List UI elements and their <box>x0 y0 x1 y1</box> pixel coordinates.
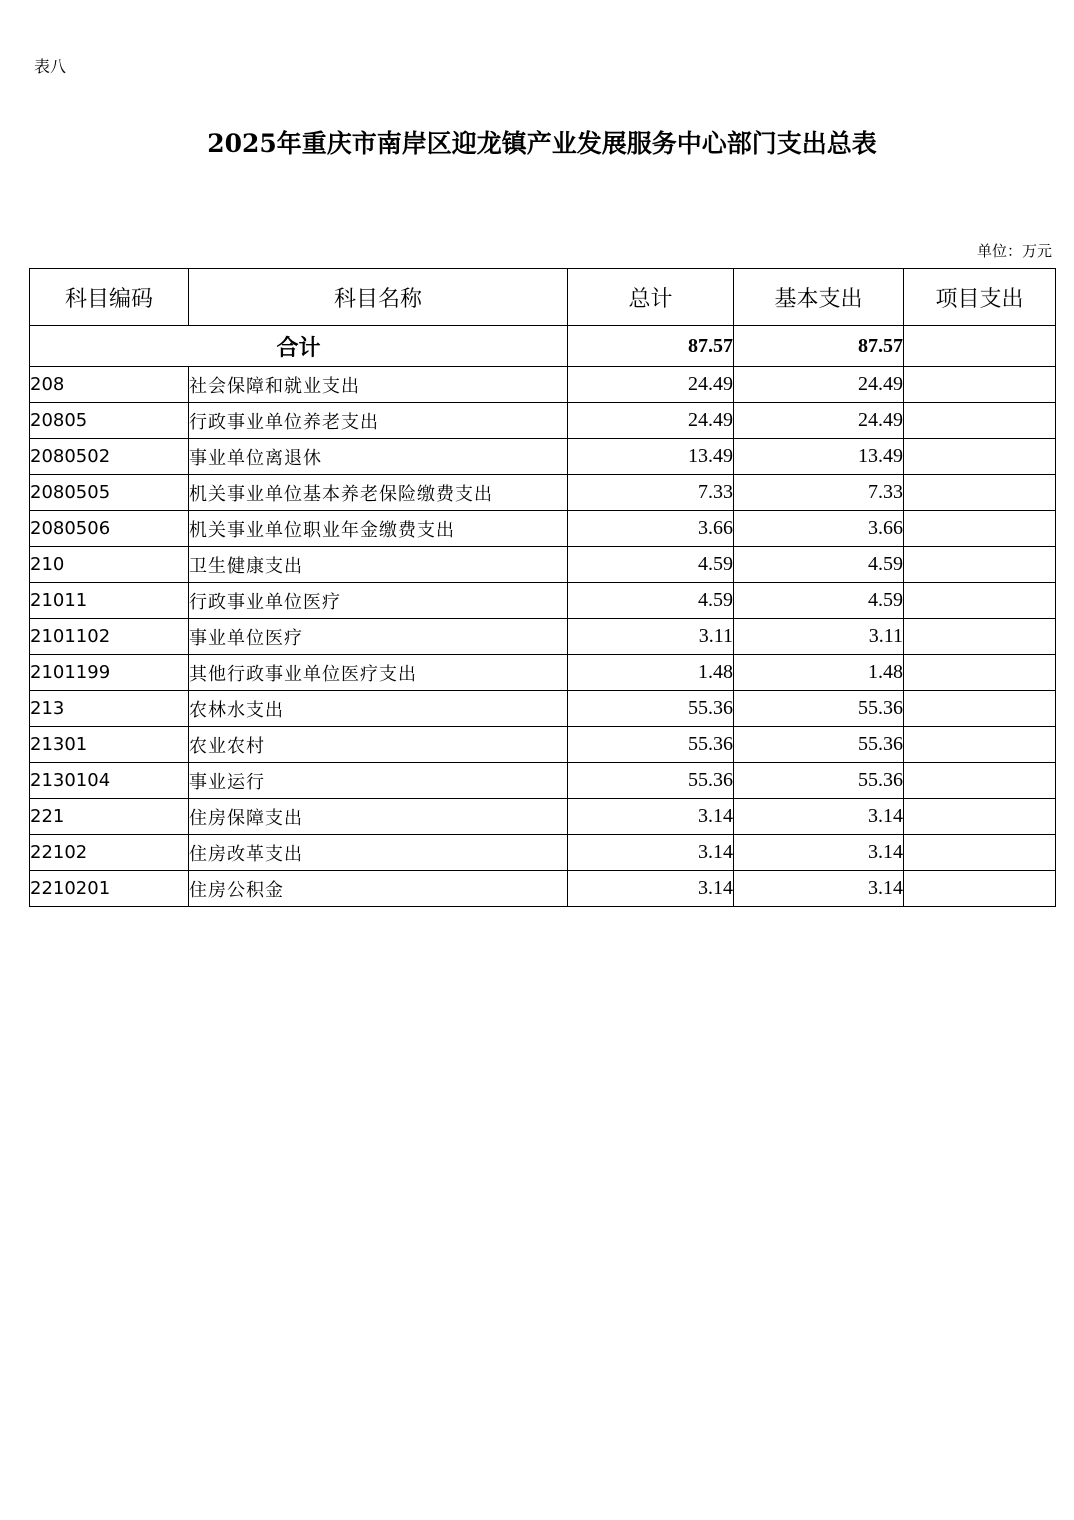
cell-basic: 55.36 <box>734 691 904 727</box>
cell-basic: 1.48 <box>734 655 904 691</box>
cell-name: 社会保障和就业支出 <box>189 367 568 403</box>
cell-total: 55.36 <box>568 691 734 727</box>
cell-project <box>904 511 1056 547</box>
cell-code: 2210201 <box>30 871 189 907</box>
cell-name: 住房改革支出 <box>189 835 568 871</box>
cell-total: 13.49 <box>568 439 734 475</box>
total-basic-value: 87.57 <box>734 326 904 367</box>
cell-name: 住房公积金 <box>189 871 568 907</box>
cell-code: 2130104 <box>30 763 189 799</box>
table-row <box>30 403 1056 439</box>
cell-total: 3.14 <box>568 871 734 907</box>
cell-project <box>904 547 1056 583</box>
cell-total: 4.59 <box>568 583 734 619</box>
table-row <box>30 835 1056 871</box>
cell-total: 24.49 <box>568 403 734 439</box>
cell-name: 事业单位离退休 <box>189 439 568 475</box>
table-row <box>30 367 1056 403</box>
cell-total: 55.36 <box>568 727 734 763</box>
cell-project <box>904 691 1056 727</box>
table-body <box>30 326 1056 907</box>
cell-basic: 13.49 <box>734 439 904 475</box>
cell-project <box>904 367 1056 403</box>
cell-basic: 3.14 <box>734 835 904 871</box>
cell-basic: 7.33 <box>734 475 904 511</box>
cell-code: 221 <box>30 799 189 835</box>
cell-project <box>904 871 1056 907</box>
cell-total: 3.14 <box>568 835 734 871</box>
header-name: 科目名称 <box>189 269 568 326</box>
header-code: 科目编码 <box>30 269 189 326</box>
cell-basic: 55.36 <box>734 763 904 799</box>
cell-name: 事业运行 <box>189 763 568 799</box>
cell-project <box>904 835 1056 871</box>
cell-project <box>904 655 1056 691</box>
table-row <box>30 511 1056 547</box>
cell-code: 2080506 <box>30 511 189 547</box>
table-row <box>30 439 1056 475</box>
cell-total: 3.14 <box>568 799 734 835</box>
cell-code: 2080505 <box>30 475 189 511</box>
header-project: 项目支出 <box>904 269 1056 326</box>
cell-project <box>904 619 1056 655</box>
unit-label: 单位：万元 <box>976 242 1052 260</box>
cell-name: 卫生健康支出 <box>189 547 568 583</box>
table-row <box>30 871 1056 907</box>
table-row <box>30 619 1056 655</box>
table-row <box>30 799 1056 835</box>
cell-name: 其他行政事业单位医疗支出 <box>189 655 568 691</box>
cell-basic: 3.14 <box>734 871 904 907</box>
cell-basic: 24.49 <box>734 403 904 439</box>
cell-basic: 3.11 <box>734 619 904 655</box>
document-title: 2025年重庆市南岸区迎龙镇产业发展服务中心部门支出总表 <box>207 129 877 158</box>
cell-name: 农业农村 <box>189 727 568 763</box>
cell-name: 机关事业单位基本养老保险缴费支出 <box>189 475 568 511</box>
cell-basic: 3.66 <box>734 511 904 547</box>
cell-project <box>904 439 1056 475</box>
cell-basic: 4.59 <box>734 547 904 583</box>
cell-code: 213 <box>30 691 189 727</box>
cell-total: 1.48 <box>568 655 734 691</box>
cell-total: 24.49 <box>568 367 734 403</box>
cell-total: 3.11 <box>568 619 734 655</box>
total-project-value <box>904 326 1056 367</box>
cell-project <box>904 727 1056 763</box>
cell-code: 208 <box>30 367 189 403</box>
table-row <box>30 475 1056 511</box>
cell-name: 农林水支出 <box>189 691 568 727</box>
page-label: 表八 <box>34 57 67 76</box>
cell-code: 21301 <box>30 727 189 763</box>
total-row <box>30 326 1056 367</box>
cell-project <box>904 583 1056 619</box>
cell-basic: 55.36 <box>734 727 904 763</box>
cell-project <box>904 475 1056 511</box>
cell-code: 22102 <box>30 835 189 871</box>
cell-name: 住房保障支出 <box>189 799 568 835</box>
header-total: 总计 <box>568 269 734 326</box>
cell-total: 7.33 <box>568 475 734 511</box>
cell-project <box>904 763 1056 799</box>
table-row <box>30 583 1056 619</box>
cell-basic: 4.59 <box>734 583 904 619</box>
cell-code: 2101102 <box>30 619 189 655</box>
cell-code: 20805 <box>30 403 189 439</box>
total-total-value: 87.57 <box>568 326 734 367</box>
cell-basic: 24.49 <box>734 367 904 403</box>
cell-project <box>904 799 1056 835</box>
cell-code: 2080502 <box>30 439 189 475</box>
cell-basic: 3.14 <box>734 799 904 835</box>
cell-total: 4.59 <box>568 547 734 583</box>
cell-name: 事业单位医疗 <box>189 619 568 655</box>
table-row <box>30 655 1056 691</box>
table-header <box>30 269 1056 326</box>
cell-total: 55.36 <box>568 763 734 799</box>
cell-name: 机关事业单位职业年金缴费支出 <box>189 511 568 547</box>
expenditure-table <box>29 268 1056 907</box>
cell-code: 210 <box>30 547 189 583</box>
cell-code: 2101199 <box>30 655 189 691</box>
header-row <box>30 269 1056 326</box>
total-label: 合计 <box>30 326 568 367</box>
table-row <box>30 727 1056 763</box>
cell-name: 行政事业单位医疗 <box>189 583 568 619</box>
table-row <box>30 691 1056 727</box>
cell-code: 21011 <box>30 583 189 619</box>
table-row <box>30 763 1056 799</box>
cell-total: 3.66 <box>568 511 734 547</box>
header-basic: 基本支出 <box>734 269 904 326</box>
cell-project <box>904 403 1056 439</box>
table-row <box>30 547 1056 583</box>
cell-name: 行政事业单位养老支出 <box>189 403 568 439</box>
